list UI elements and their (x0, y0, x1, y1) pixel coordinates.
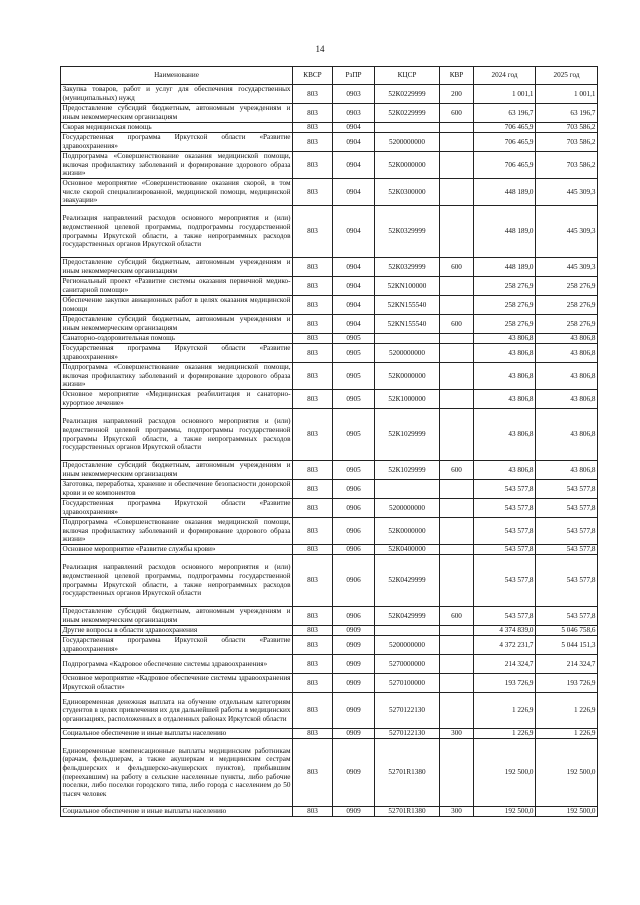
cell-rzpr: 0905 (333, 461, 375, 480)
cell-rzpr: 0909 (333, 674, 375, 693)
cell-2024: 258 276,9 (474, 315, 536, 334)
cell-rzpr: 0909 (333, 739, 375, 807)
cell-rzpr: 0904 (333, 277, 375, 296)
cell-2025: 543 577,8 (536, 499, 598, 518)
cell-kcsr: 52К0229999 (375, 104, 440, 123)
cell-name: Социальное обеспечение и иные выплаты населению (61, 807, 293, 817)
cell-kcsr: 52К1000000 (375, 390, 440, 409)
cell-2024: 192 500,0 (474, 739, 536, 807)
cell-rzpr: 0909 (333, 655, 375, 674)
cell-kcsr: 5200000000 (375, 133, 440, 152)
cell-name: Единовременные компенсационные выплаты медицинским работникам (врачам, фельдшерам, а также акушеркам и медицинским сестрам фельдшерских и фельдшерско-акушерских пунктов), прибывшим (переехавшим) на работу в сельские населенные пункты, либо рабочие поселки, либо поселки городского типа, либо города с населением до 50 тысяч человек (61, 739, 293, 807)
cell-kvr (440, 179, 474, 206)
cell-2024: 43 806,8 (474, 334, 536, 344)
cell-name: Закупка товаров, работ и услуг для обеспечения государственных (муниципальных) нужд (62, 85, 291, 102)
cell-2025: 1 226,9 (536, 693, 598, 729)
cell-2025: 703 586,2 (536, 123, 598, 133)
cell-kcsr: 52КN155540 (375, 315, 440, 334)
cell-name: Другие вопросы в области здравоохранения (61, 626, 293, 636)
cell-rzpr: 0904 (333, 206, 375, 258)
table-row (61, 258, 598, 277)
cell-kvsr: 803 (293, 636, 333, 655)
cell-2024: 543 577,8 (474, 480, 536, 499)
cell-kvr (440, 545, 474, 555)
cell-rzpr: 0905 (333, 344, 375, 363)
cell-2024: 1 001,1 (474, 85, 536, 104)
cell-name: Основное мероприятие «Совершенствование оказания скорой, в том числе скорой специализированной, медицинской помощи, медицинской эвакуации» (62, 179, 291, 205)
cell-kvsr: 803 (293, 390, 333, 409)
cell-2024: 1 226,9 (474, 693, 536, 729)
cell-2024: 706 465,9 (474, 152, 536, 179)
cell-2024: 258 276,9 (474, 296, 536, 315)
cell-2025: 193 726,9 (536, 674, 598, 693)
cell-name: Заготовка, переработка, хранение и обеспечение безопасности донорской крови и ее компонентов (62, 480, 291, 497)
cell-kvsr: 803 (293, 655, 333, 674)
header-kvsr: КВСР (293, 67, 333, 85)
cell-2024: 543 577,8 (474, 607, 536, 626)
cell-kcsr: 5200000000 (375, 499, 440, 518)
cell-kvsr: 803 (293, 480, 333, 499)
cell-2025: 258 276,9 (536, 315, 598, 334)
cell-rzpr: 0906 (333, 607, 375, 626)
cell-2024: 214 324,7 (474, 655, 536, 674)
cell-2024: 706 465,9 (474, 133, 536, 152)
cell-name: Предоставление субсидий бюджетным, автономным учреждениям и иным некоммерческим организациям (62, 607, 291, 624)
cell-kvsr: 803 (293, 807, 333, 817)
table-row (61, 390, 598, 409)
cell-kvr (440, 626, 474, 636)
cell-kcsr: 52К0400000 (375, 545, 440, 555)
cell-name: Региональный проект «Развитие системы оказания первичной медико-санитарной помощи» (62, 277, 291, 294)
cell-2025: 543 577,8 (536, 607, 598, 626)
cell-kvr (440, 334, 474, 344)
cell-name: Подпрограмма «Совершенствование оказания медицинской помощи, включая профилактику заболеваний и формирование здорового образа жизни» (62, 363, 291, 389)
cell-2025: 43 806,8 (536, 363, 598, 390)
cell-kvr: 300 (440, 807, 474, 817)
cell-2024: 43 806,8 (474, 344, 536, 363)
cell-kvsr: 803 (293, 85, 333, 104)
cell-kcsr: 52К1029999 (375, 461, 440, 480)
cell-kcsr: 52К0329999 (375, 258, 440, 277)
cell-2024: 448 189,0 (474, 179, 536, 206)
cell-2025: 1 001,1 (536, 85, 598, 104)
cell-rzpr: 0906 (333, 555, 375, 607)
cell-kcsr: 52К0300000 (375, 179, 440, 206)
cell-name: Предоставление субсидий бюджетным, автономным учреждениям и иным некоммерческим организациям (62, 461, 291, 478)
table-row (61, 636, 598, 655)
cell-2024: 43 806,8 (474, 390, 536, 409)
cell-2024: 43 806,8 (474, 363, 536, 390)
cell-kvr (440, 518, 474, 545)
cell-kcsr: 5270122130 (375, 693, 440, 729)
cell-kcsr: 52КN155540 (375, 296, 440, 315)
cell-kvr (440, 555, 474, 607)
table-row (61, 363, 598, 390)
cell-name: Основное мероприятие «Медицинская реабилитация и санаторно-курортное лечение» (62, 390, 291, 407)
cell-kvr (440, 499, 474, 518)
table-row (61, 674, 598, 693)
cell-2024: 4 374 839,0 (474, 626, 536, 636)
cell-rzpr: 0903 (333, 85, 375, 104)
table-row (61, 123, 598, 133)
cell-2024: 4 372 231,7 (474, 636, 536, 655)
cell-name: Скорая медицинская помощь (61, 123, 293, 133)
table-row (61, 739, 598, 807)
cell-2024: 706 465,9 (474, 123, 536, 133)
table-row (61, 461, 598, 480)
cell-2024: 543 577,8 (474, 518, 536, 545)
table-row (61, 807, 598, 817)
cell-kvsr: 803 (293, 499, 333, 518)
cell-kvsr: 803 (293, 179, 333, 206)
cell-rzpr: 0904 (333, 258, 375, 277)
cell-kvr: 600 (440, 104, 474, 123)
header-kvr: КВР (440, 67, 474, 85)
cell-name: Государственная программа Иркутской области «Развитие здравоохранения» (62, 636, 291, 653)
cell-kvsr: 803 (293, 277, 333, 296)
cell-rzpr: 0904 (333, 133, 375, 152)
cell-kvr: 600 (440, 607, 474, 626)
cell-kvr (440, 655, 474, 674)
cell-kvsr: 803 (293, 363, 333, 390)
cell-kvsr: 803 (293, 123, 333, 133)
cell-2025: 43 806,8 (536, 461, 598, 480)
cell-rzpr: 0904 (333, 179, 375, 206)
cell-2025: 445 309,3 (536, 206, 598, 258)
table-body (61, 85, 598, 817)
cell-kvsr: 803 (293, 315, 333, 334)
table-row (61, 693, 598, 729)
cell-rzpr: 0905 (333, 390, 375, 409)
cell-kcsr (375, 626, 440, 636)
cell-2025: 258 276,9 (536, 296, 598, 315)
cell-kcsr: 52КN100000 (375, 277, 440, 296)
cell-kcsr: 5270100000 (375, 674, 440, 693)
cell-2025: 703 586,2 (536, 152, 598, 179)
cell-rzpr: 0909 (333, 626, 375, 636)
cell-2025: 1 226,9 (536, 729, 598, 739)
cell-2024: 258 276,9 (474, 277, 536, 296)
cell-kvsr: 803 (293, 674, 333, 693)
cell-kvr: 300 (440, 729, 474, 739)
table-header-row (61, 67, 598, 85)
cell-kcsr (375, 123, 440, 133)
table-row (61, 555, 598, 607)
budget-table (60, 66, 598, 817)
cell-kvsr: 803 (293, 296, 333, 315)
cell-kvr (440, 344, 474, 363)
cell-kvsr: 803 (293, 152, 333, 179)
cell-2024: 43 806,8 (474, 461, 536, 480)
cell-2024: 448 189,0 (474, 258, 536, 277)
cell-kcsr: 5200000000 (375, 636, 440, 655)
cell-2024: 543 577,8 (474, 545, 536, 555)
cell-rzpr: 0903 (333, 104, 375, 123)
header-kcsr: КЦСР (375, 67, 440, 85)
cell-2025: 43 806,8 (536, 334, 598, 344)
cell-rzpr: 0909 (333, 729, 375, 739)
cell-2024: 43 806,8 (474, 409, 536, 461)
cell-kcsr: 5270122130 (375, 729, 440, 739)
cell-name: Подпрограмма «Совершенствование оказания медицинской помощи, включая профилактику заболеваний и формирование здорового образа жизни» (62, 518, 291, 544)
cell-rzpr: 0905 (333, 409, 375, 461)
cell-kvr: 600 (440, 258, 474, 277)
cell-kcsr: 5270000000 (375, 655, 440, 674)
cell-kcsr: 52К0229999 (375, 85, 440, 104)
cell-2024: 193 726,9 (474, 674, 536, 693)
cell-2024: 63 196,7 (474, 104, 536, 123)
table-row (61, 655, 598, 674)
cell-kvr (440, 133, 474, 152)
cell-2024: 448 189,0 (474, 206, 536, 258)
cell-name: Реализация направлений расходов основного мероприятия и (или) ведомственной целевой программы, подпрограммы государственной программы Иркутской области, а также непрограммных расходов государственных органов Иркутской области (61, 555, 293, 607)
table-row (61, 296, 598, 315)
cell-2025: 192 500,0 (536, 807, 598, 817)
cell-2025: 43 806,8 (536, 409, 598, 461)
cell-kvsr: 803 (293, 344, 333, 363)
cell-rzpr: 0904 (333, 315, 375, 334)
cell-name: Санаторно-оздоровительная помощь (61, 334, 293, 344)
cell-kvr (440, 693, 474, 729)
cell-rzpr: 0906 (333, 480, 375, 499)
cell-2024: 543 577,8 (474, 555, 536, 607)
table-row (61, 206, 598, 258)
table-row (61, 133, 598, 152)
table-row (61, 729, 598, 739)
cell-kcsr: 52К1029999 (375, 409, 440, 461)
cell-2025: 192 500,0 (536, 739, 598, 807)
cell-kvr (440, 296, 474, 315)
cell-name: Реализация направлений расходов основного мероприятия и (или) ведомственной целевой программы, подпрограммы государственной программы Иркутской области, а также непрограммных расходов государственных органов Иркутской области (61, 409, 293, 461)
cell-name: Социальное обеспечение и иные выплаты населению (61, 729, 293, 739)
cell-kcsr: 52К0000000 (375, 518, 440, 545)
cell-2025: 543 577,8 (536, 480, 598, 499)
cell-2025: 543 577,8 (536, 518, 598, 545)
header-2025: 2025 год (536, 67, 598, 85)
cell-2024: 543 577,8 (474, 499, 536, 518)
cell-2025: 63 196,7 (536, 104, 598, 123)
cell-kvr (440, 674, 474, 693)
cell-name: Основное мероприятие «Кадровое обеспечение системы здравоохранения Иркутской области» (62, 674, 291, 691)
cell-name: Обеспечение закупки авиационных работ в целях оказания медицинской помощи (62, 296, 291, 313)
cell-kvsr: 803 (293, 555, 333, 607)
cell-kcsr: 52К0329999 (375, 206, 440, 258)
cell-name: Основное мероприятие «Развитие службы крови» (61, 545, 293, 555)
cell-kvr (440, 363, 474, 390)
table-row (61, 409, 598, 461)
table-row (61, 518, 598, 545)
cell-kvsr: 803 (293, 206, 333, 258)
cell-kcsr: 52701R1380 (375, 807, 440, 817)
cell-name: Подпрограмма «Совершенствование оказания медицинской помощи, включая профилактику заболеваний и формирование здорового образа жизни» (62, 152, 291, 178)
cell-kvr (440, 152, 474, 179)
cell-kvsr: 803 (293, 409, 333, 461)
page-number: 14 (315, 44, 325, 54)
cell-kvr (440, 390, 474, 409)
cell-kcsr: 52701R1380 (375, 739, 440, 807)
cell-2025: 543 577,8 (536, 555, 598, 607)
cell-2025: 543 577,8 (536, 545, 598, 555)
table-row (61, 480, 598, 499)
cell-rzpr: 0904 (333, 296, 375, 315)
cell-kvsr: 803 (293, 133, 333, 152)
table-row (61, 626, 598, 636)
cell-kvr (440, 206, 474, 258)
cell-kcsr: 5200000000 (375, 344, 440, 363)
cell-kvr (440, 123, 474, 133)
cell-kvr (440, 277, 474, 296)
cell-2025: 258 276,9 (536, 277, 598, 296)
cell-name: Единовременная денежная выплата на обучение отдельным категориям студентов в целях привлечения их для дальнейшей работы в медицинских организациях, расположенных в отдаленных районах Иркутской области (61, 693, 293, 729)
header-rzpr: РзПР (333, 67, 375, 85)
table-row (61, 179, 598, 206)
cell-rzpr: 0906 (333, 518, 375, 545)
cell-kvr (440, 409, 474, 461)
cell-kcsr: 52К0000000 (375, 152, 440, 179)
cell-2025: 5 046 758,6 (536, 626, 598, 636)
cell-kvsr: 803 (293, 693, 333, 729)
cell-kvsr: 803 (293, 258, 333, 277)
cell-rzpr: 0905 (333, 334, 375, 344)
cell-kvsr: 803 (293, 461, 333, 480)
table-row (61, 344, 598, 363)
cell-kvr: 600 (440, 461, 474, 480)
cell-name: Предоставление субсидий бюджетным, автономным учреждениям и иным некоммерческим организациям (62, 258, 291, 275)
cell-name: Предоставление субсидий бюджетным, автономным учреждениям и иным некоммерческим организациям (62, 315, 291, 332)
cell-kvsr: 803 (293, 729, 333, 739)
cell-2025: 214 324,7 (536, 655, 598, 674)
cell-kvr (440, 636, 474, 655)
cell-kvsr: 803 (293, 545, 333, 555)
cell-name: Государственная программа Иркутской области «Развитие здравоохранения» (62, 133, 291, 150)
cell-rzpr: 0906 (333, 545, 375, 555)
cell-name: Предоставление субсидий бюджетным, автономным учреждениям и иным некоммерческим организациям (62, 104, 291, 121)
table-row (61, 545, 598, 555)
cell-2025: 703 586,2 (536, 133, 598, 152)
cell-kvr (440, 480, 474, 499)
table-row (61, 334, 598, 344)
cell-kvsr: 803 (293, 607, 333, 626)
cell-rzpr: 0904 (333, 152, 375, 179)
cell-rzpr: 0904 (333, 123, 375, 133)
cell-kcsr: 52К0429999 (375, 555, 440, 607)
cell-rzpr: 0909 (333, 693, 375, 729)
cell-2024: 1 226,9 (474, 729, 536, 739)
cell-rzpr: 0906 (333, 499, 375, 518)
cell-kcsr (375, 334, 440, 344)
cell-kvsr: 803 (293, 739, 333, 807)
table-row (61, 104, 598, 123)
table-row (61, 152, 598, 179)
cell-kcsr: 52К0000000 (375, 363, 440, 390)
cell-kvsr: 803 (293, 104, 333, 123)
table-row (61, 277, 598, 296)
cell-2025: 445 309,3 (536, 179, 598, 206)
cell-rzpr: 0909 (333, 636, 375, 655)
cell-kvsr: 803 (293, 334, 333, 344)
cell-2025: 43 806,8 (536, 344, 598, 363)
cell-kcsr: 52К0429999 (375, 607, 440, 626)
cell-name: Подпрограмма «Кадровое обеспечение системы здравоохранения» (61, 655, 293, 674)
cell-kvr (440, 739, 474, 807)
cell-kcsr (375, 480, 440, 499)
cell-kvr: 200 (440, 85, 474, 104)
cell-name: Государственная программа Иркутской области «Развитие здравоохранения» (62, 344, 291, 361)
cell-2025: 43 806,8 (536, 390, 598, 409)
header-name: Наименование (61, 67, 293, 85)
cell-rzpr: 0909 (333, 807, 375, 817)
cell-kvsr: 803 (293, 626, 333, 636)
cell-rzpr: 0905 (333, 363, 375, 390)
cell-kvsr: 803 (293, 518, 333, 545)
cell-name: Государственная программа Иркутской области «Развитие здравоохранения» (62, 499, 291, 516)
header-2024: 2024 год (474, 67, 536, 85)
table-row (61, 499, 598, 518)
cell-name: Реализация направлений расходов основного мероприятия и (или) ведомственной целевой программы, подпрограммы государственной программы Иркутской области, а также непрограммных расходов государственных органов Иркутской области (61, 206, 293, 258)
cell-2024: 192 500,0 (474, 807, 536, 817)
cell-2025: 5 044 151,3 (536, 636, 598, 655)
cell-2025: 445 309,3 (536, 258, 598, 277)
table-row (61, 607, 598, 626)
table-row (61, 85, 598, 104)
table-row (61, 315, 598, 334)
cell-kvr: 600 (440, 315, 474, 334)
